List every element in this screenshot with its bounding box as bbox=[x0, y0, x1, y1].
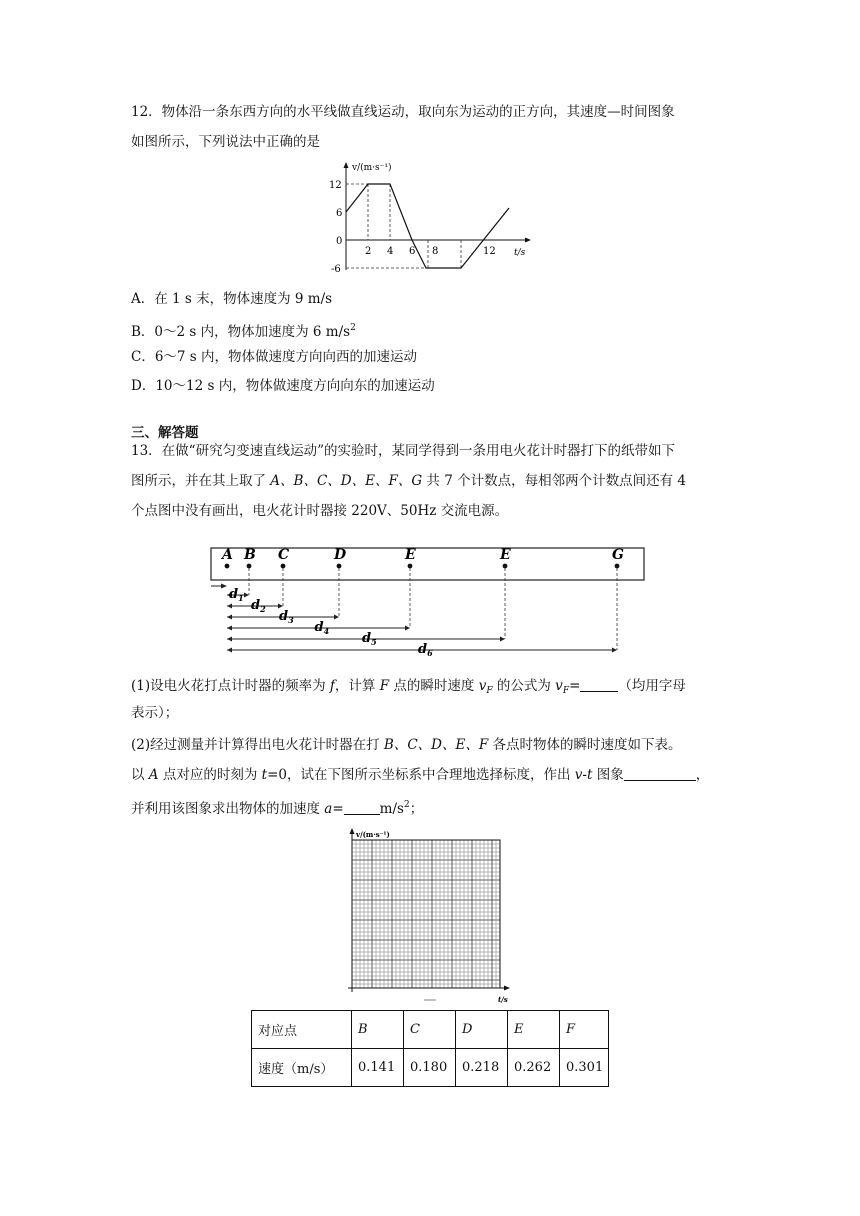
p2-l3-a: 并利用该图象求出物体的加速度 bbox=[131, 801, 325, 817]
p2-l3-sup: 2 bbox=[403, 800, 410, 810]
tape-point-dot bbox=[247, 564, 252, 569]
vt-xtick-8: 8 bbox=[432, 246, 439, 257]
p2-a: (2)经过测量并计算得出电火花计时器在打 bbox=[131, 737, 384, 753]
tape-dim-arrowhead bbox=[227, 604, 232, 609]
p2-b: 各点时物体的瞬时速度如下表。 bbox=[488, 737, 682, 753]
q13-line2-b: 共 7 个计数点，每相邻两个计数点间还有 4 bbox=[422, 473, 686, 489]
q13-line2-a: 图所示，并在其上取了 bbox=[131, 473, 271, 489]
paper-tape-figure bbox=[205, 544, 650, 656]
vt-origin: 0 bbox=[336, 236, 343, 247]
p1-v2: v bbox=[555, 678, 563, 694]
tape-point-label: G bbox=[612, 547, 624, 563]
tape-point-label: D bbox=[334, 547, 347, 563]
p2-l2-b: 点对应的时刻为 bbox=[158, 767, 262, 783]
vt-xtick-12: 12 bbox=[483, 246, 496, 257]
q13-part2-line1 bbox=[131, 735, 682, 755]
q13-line1: 13．在做“研究匀变速直线运动”的实验时，某同学得到一条用电火花计时器打下的纸带如下 bbox=[131, 443, 675, 459]
grid-x-arrow bbox=[504, 986, 510, 991]
tape-dim-arrowhead bbox=[405, 626, 410, 631]
p1-v2sub: F bbox=[562, 686, 570, 696]
tape-point-dot bbox=[337, 564, 342, 569]
p2-l2-e: ， bbox=[695, 767, 710, 783]
p1-d: 的公式为 bbox=[492, 678, 556, 694]
q13-part1-line1 bbox=[131, 676, 686, 701]
p1-answer-blank[interactable] bbox=[580, 677, 618, 692]
vt-y-arrow bbox=[344, 162, 349, 168]
tape-point-dot bbox=[281, 564, 286, 569]
tape-dim-label: $d_3$ bbox=[279, 609, 294, 625]
vt-xtick-4: 4 bbox=[387, 246, 394, 257]
q12-option-b bbox=[131, 318, 356, 342]
tape-point-label: C bbox=[278, 547, 290, 563]
grid-y-arrow bbox=[350, 828, 355, 834]
p2-l2-d: 图象 bbox=[592, 767, 624, 783]
p2-l3-b: = bbox=[332, 801, 344, 817]
vt-ytick-6: 6 bbox=[336, 208, 343, 219]
table-cell: F bbox=[560, 1011, 609, 1049]
q13-part2-line3 bbox=[131, 795, 423, 819]
tape-dim-arrowhead bbox=[244, 593, 249, 598]
tape-point-label: B bbox=[244, 547, 256, 563]
p1-f2: （均用字母 bbox=[618, 678, 686, 694]
tape-dim-label: $d_1$ bbox=[229, 587, 244, 603]
q12-option-d: D．10～12 s 内，物体做速度方向向东的加速运动 bbox=[131, 378, 435, 394]
p1-v: v bbox=[478, 678, 487, 694]
velocity-table bbox=[251, 1010, 609, 1087]
tape-point-dot bbox=[408, 564, 413, 569]
q13-line2 bbox=[131, 471, 686, 491]
p2-letters: B、C、D、E、F bbox=[383, 737, 489, 753]
table-cell: D bbox=[456, 1011, 508, 1049]
p1-b: ，计算 bbox=[334, 678, 380, 694]
tape-point-label: A bbox=[222, 547, 233, 563]
q13-part1-line2: 表示）； bbox=[131, 705, 179, 721]
p1-f: f bbox=[329, 678, 335, 694]
q12-option-b-sup: 2 bbox=[350, 323, 356, 333]
grid-xlabel: t/s bbox=[498, 995, 508, 1004]
tape-dim-label: $d_4$ bbox=[314, 620, 330, 636]
tape-dim-arrowhead bbox=[227, 648, 232, 653]
q13-line3: 个点图中没有画出，电火花计时器接 220V、50Hz 交流电源。 bbox=[131, 503, 509, 519]
tape-point-label: E bbox=[405, 547, 416, 563]
table-cell: 0.180 bbox=[404, 1049, 456, 1087]
p2-l2-c: =0，试在下图所示坐标系中合理地选择标度，作出 bbox=[267, 767, 575, 783]
section3-title: 三、解答题 bbox=[131, 425, 199, 441]
table-cell: 0.301 bbox=[560, 1049, 609, 1087]
table-cell: 速度（m/s） bbox=[252, 1049, 352, 1087]
q12-option-a: A．在 1 s 末，物体速度为 9 m/s bbox=[131, 291, 333, 307]
vt-xtick-2: 2 bbox=[365, 246, 372, 257]
vt-xtick-6: 6 bbox=[409, 246, 416, 257]
tape-point-label: E bbox=[500, 547, 511, 563]
p2-a-var: a bbox=[324, 801, 333, 817]
table-cell: 对应点 bbox=[252, 1011, 352, 1049]
p1-e: = bbox=[569, 678, 581, 694]
tape-point-dot bbox=[615, 564, 620, 569]
q12-stem-line2: 如图所示，下列说法中正确的是 bbox=[131, 134, 320, 150]
table-cell: B bbox=[352, 1011, 404, 1049]
grid-ylabel: v/(m·s⁻¹) bbox=[356, 830, 390, 839]
q12-stem-line1: 12．物体沿一条东西方向的水平线做直线运动，取向东为运动的正方向，其速度—时间图象 bbox=[131, 104, 675, 120]
tape-dim-label: $d_6$ bbox=[418, 642, 433, 656]
table-cell: 0.141 bbox=[352, 1049, 404, 1087]
tape-strip bbox=[211, 548, 644, 580]
tape-point-dot bbox=[503, 564, 508, 569]
p2-l3-c: m/s bbox=[379, 801, 404, 817]
grid-border bbox=[352, 840, 500, 988]
tape-dim-arrowhead bbox=[227, 626, 232, 631]
tape-dim-label: $d_2$ bbox=[251, 598, 266, 614]
p1-F: F bbox=[379, 678, 390, 694]
p1-vsub: F bbox=[486, 686, 493, 696]
tape-d1-lead-arrowhead bbox=[221, 584, 227, 589]
tape-dim-arrowhead bbox=[227, 615, 232, 620]
tape-dim-arrowhead bbox=[278, 604, 283, 609]
p2-A: A bbox=[148, 767, 159, 783]
q13-line2-letters: A、B、C、D、E、F、G bbox=[270, 473, 423, 489]
tape-point-dot bbox=[225, 564, 230, 569]
blank-vt-grid bbox=[338, 826, 520, 1006]
table-cell: C bbox=[404, 1011, 456, 1049]
tape-dim-arrowhead bbox=[334, 615, 339, 620]
p2-l3-d: ； bbox=[409, 801, 424, 817]
p2-graph-blank[interactable] bbox=[624, 766, 696, 781]
p1-a: (1)设电火花打点计时器的频率为 bbox=[131, 678, 330, 694]
tape-dim-arrowhead bbox=[500, 637, 505, 642]
vt-ytick-12: 12 bbox=[329, 180, 342, 191]
p1-c: 点的瞬时速度 bbox=[389, 678, 479, 694]
vt-x-arrow bbox=[525, 238, 531, 243]
tape-dim-label: $d_5$ bbox=[362, 631, 377, 647]
table-cell: 0.218 bbox=[456, 1049, 508, 1087]
tape-dim-arrowhead bbox=[612, 648, 617, 653]
table-row bbox=[252, 1011, 609, 1049]
p2-accel-blank[interactable] bbox=[344, 800, 380, 815]
table-cell: E bbox=[508, 1011, 560, 1049]
tape-dim-arrowhead bbox=[227, 637, 232, 642]
velocity-time-chart bbox=[326, 158, 536, 278]
vt-xlabel: t/s bbox=[514, 248, 526, 258]
p2-t: t bbox=[261, 767, 268, 783]
table-row bbox=[252, 1049, 609, 1087]
p2-l2-a: 以 bbox=[131, 767, 149, 783]
p2-vt: v-t bbox=[574, 767, 593, 783]
vt-ytick-neg6: -6 bbox=[331, 264, 341, 275]
q12-option-c: C．6～7 s 内，物体做速度方向向西的加速运动 bbox=[131, 349, 418, 365]
q13-part2-line2 bbox=[131, 765, 709, 785]
table-cell: 0.262 bbox=[508, 1049, 560, 1087]
vt-ylabel: v/(m·s⁻¹) bbox=[352, 163, 392, 173]
q12-option-b-text: B．0～2 s 内，物体加速度为 6 m/s bbox=[131, 324, 351, 340]
